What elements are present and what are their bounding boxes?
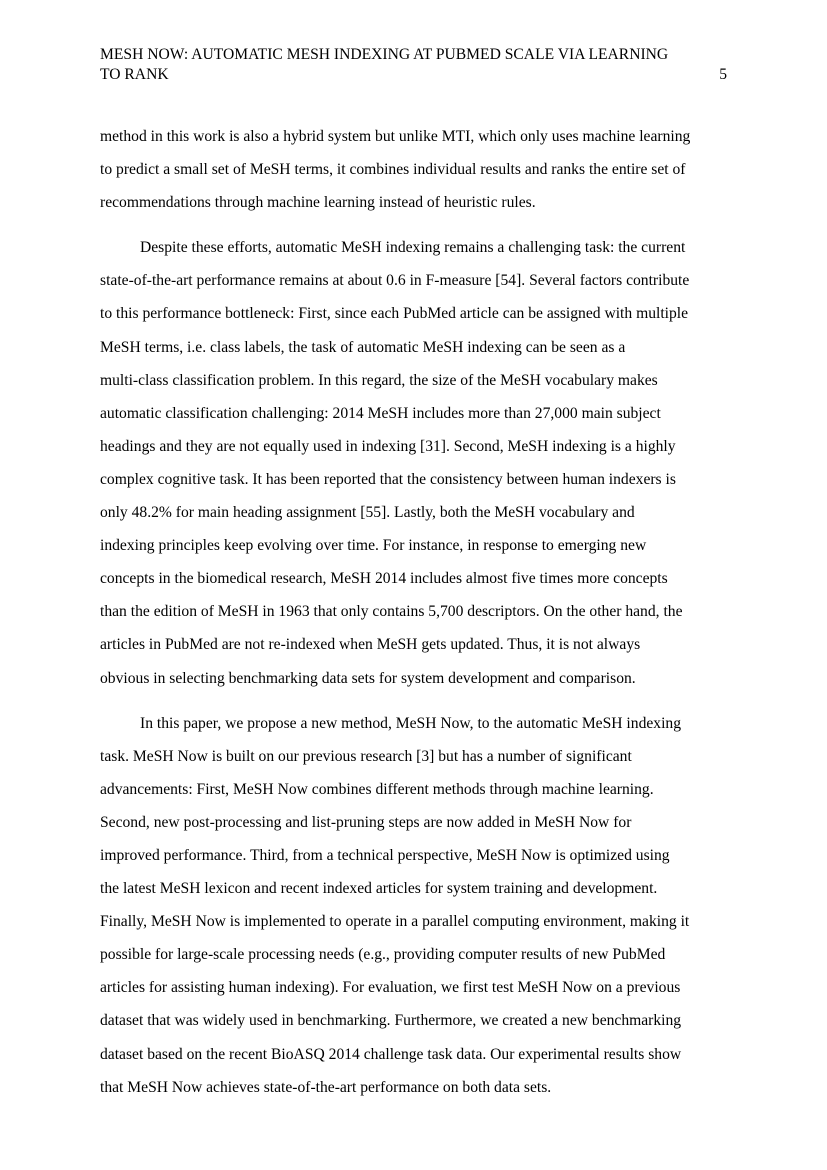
running-header-line: MESH NOW: AUTOMATIC MESH INDEXING AT PUBMED SCALE VIA LEARNING [100, 46, 669, 63]
text-line: MeSH terms, i.e. class labels, the task of automatic MeSH indexing can be seen as a [100, 338, 626, 356]
text-line: Despite these efforts, automatic MeSH indexing remains a challenging task: the current [140, 239, 686, 257]
text-line: In this paper, we propose a new method, MeSH Now, to the automatic MeSH indexing [140, 714, 682, 732]
text-line: possible for large-scale processing needs (e.g., providing computer results of new PubMed [100, 946, 666, 964]
text-line: dataset based on the recent BioASQ 2014 challenge task data. Our experimental results show [100, 1045, 682, 1063]
text-line: complex cognitive task. It has been reported that the consistency between human indexers is [100, 470, 676, 488]
running-header-line: TO RANK [100, 66, 169, 83]
text-line: Second, new post-processing and list-pruning steps are now added in MeSH Now for [100, 813, 632, 831]
paragraph [100, 231, 727, 694]
running-header-title [100, 45, 727, 85]
text-line: recommendations through machine learning instead of heuristic rules. [100, 194, 536, 212]
text-line: task. MeSH Now is built on our previous research [3] but has a number of significant [100, 747, 632, 765]
text-line: than the edition of MeSH in 1963 that only contains 5,700 descriptors. On the other hand, the [100, 603, 683, 621]
text-line: dataset that was widely used in benchmarking. Furthermore, we created a new benchmarking [100, 1012, 682, 1030]
text-line: obvious in selecting benchmarking data sets for system development and comparison. [100, 669, 636, 687]
text-line: advancements: First, MeSH Now combines different methods through machine learning. [100, 780, 654, 798]
text-line: multi-class classification problem. In this regard, the size of the MeSH vocabulary makes [100, 371, 658, 389]
text-line: state-of-the-art performance remains at about 0.6 in F-measure [54]. Several factors contribute [100, 272, 690, 290]
text-line: automatic classification challenging: 2014 MeSH includes more than 27,000 main subject [100, 404, 661, 422]
text-line: concepts in the biomedical research, MeSH 2014 includes almost five times more concepts [100, 570, 668, 588]
text-line: improved performance. Third, from a technical perspective, MeSH Now is optimized using [100, 846, 670, 864]
text-line: Finally, MeSH Now is implemented to operate in a parallel computing environment, making it [100, 913, 690, 931]
text-line: only 48.2% for main heading assignment [55]. Lastly, both the MeSH vocabulary and [100, 504, 635, 522]
text-line: articles in PubMed are not re-indexed when MeSH gets updated. Thus, it is not always [100, 636, 641, 654]
text-line: to predict a small set of MeSH terms, it combines individual results and ranks the entire set of [100, 161, 686, 179]
page-number: 5 [719, 66, 727, 83]
text-line: the latest MeSH lexicon and recent indexed articles for system training and development. [100, 880, 658, 898]
text-line: method in this work is also a hybrid system but unlike MTI, which only uses machine learning [100, 128, 691, 145]
text-line: to this performance bottleneck: First, since each PubMed article can be assigned with multiple [100, 305, 689, 323]
text-line: headings and they are not equally used in indexing [31]. Second, MeSH indexing is a highly [100, 437, 676, 455]
text-line: articles for assisting human indexing). For evaluation, we first test MeSH Now on a previous [100, 979, 681, 997]
body-text [100, 120, 727, 1116]
text-line: indexing principles keep evolving over time. For instance, in response to emerging new [100, 537, 647, 555]
paragraph [100, 707, 727, 1104]
text-line: that MeSH Now achieves state-of-the-art performance on both data sets. [100, 1078, 552, 1096]
paragraph [100, 120, 727, 219]
running-header [100, 45, 727, 85]
